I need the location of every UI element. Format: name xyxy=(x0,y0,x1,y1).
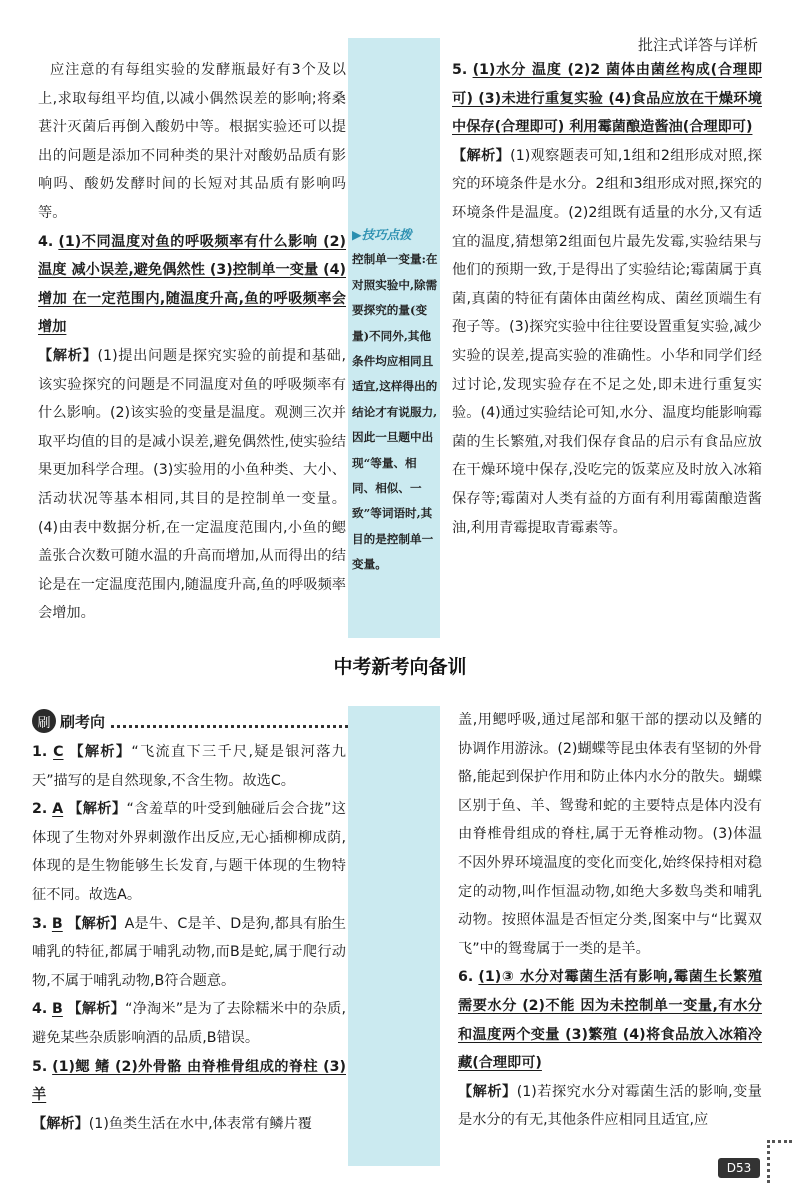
question-number: 2. xyxy=(32,801,48,818)
list-item xyxy=(32,795,346,909)
question-6 xyxy=(458,963,762,1077)
choice-answer: B xyxy=(51,1001,63,1018)
analysis-tag: 【解析】 xyxy=(67,1001,126,1018)
analysis-6 xyxy=(458,1078,762,1135)
list-item xyxy=(32,738,346,795)
analysis-text: “含羞草的叶受到触碰后会合拢”这体现了生物对外界刺激作出反应,无心插柳柳成荫,体现的是生物能够生长发育,与题干体现的生物特征不同。故选A。 xyxy=(32,801,346,903)
dotted-divider xyxy=(111,715,348,728)
shua-label: 刷考向 xyxy=(60,712,106,731)
analysis-tag: 【解析】 xyxy=(458,1083,517,1100)
question-number: 5. xyxy=(32,1058,48,1075)
question-number: 6. xyxy=(458,969,474,986)
question-number: 4. xyxy=(32,1001,48,1018)
question-number: 5. xyxy=(452,62,468,78)
page-number: D53 xyxy=(718,1158,760,1178)
section-title: 中考新考向备训 xyxy=(333,656,467,678)
answer-text: (1)鳃 鳍 (2)外骨骼 由脊椎骨组成的脊柱 (3)羊 xyxy=(32,1058,346,1104)
analysis-text: (1)提出问题是探究实验的前提和基础,该实验探究的问题是不同温度对鱼的呼吸频率有什么影响。(2)该实验的变量是温度。观测三次并取平均值的目的是减小误差,避免偶然性,使实验结果更加科学合理。(3)实验用的小鱼种类、大小、活动状况等基本相同,其目的是控制单一变量。(4)由表中数据分析,在一定温度范围内,小鱼的鳃盖张合次数可随水温的升高而增加,从而得出的结论是在一定温度范围内,随温度升高,鱼的呼吸频率会增加。 xyxy=(38,347,346,622)
analysis-text: (1)若探究水分对霉菌生活的影响,变量是水分的有无,其他条件应相同且适宜,应 xyxy=(458,1083,762,1129)
question-number: 4. xyxy=(38,233,54,250)
tip-title: ▶技巧点拨 xyxy=(352,227,412,242)
continuation-paragraph: 盖,用鳃呼吸,通过尾部和躯干部的摆动以及鳍的协调作用游泳。(2)蝴蝶等昆虫体表有坚韧的外骨骼,能起到保护作用和防止体内水分的散失。蝴蝶区别于鱼、羊、鸳鸯和蛇的主要特点是体内没有由脊椎骨组成的脊柱,属于无脊椎动物。(3)体温不因外界环境温度的变化而变化,始终保持相对稳定的动物,叫作恒温动物,如绝大多数鸟类和哺乳动物。按照体温是否恒定分类,图案中与“比翼双飞”中的鸳鸯属于一类的是羊。 xyxy=(458,712,762,957)
bottom-right-column xyxy=(458,706,762,1135)
continuation-paragraph: 应注意的有每组实验的发酵瓶最好有3个及以上,求取每组平均值,以减小偶然误差的影响;将桑葚汁灭菌后再倒入酸奶中等。根据实验还可以提出的问题是添加不同种类的果汁对酸奶品质有影响吗、酸奶发酵时间的长短对其品质有影响吗等。 xyxy=(38,62,346,221)
analysis-text: “飞流直下三千尺,疑是银河落九天”描写的是自然现象,不含生物。故选C。 xyxy=(32,744,346,789)
analysis-5b xyxy=(32,1110,346,1139)
question-number: 1. xyxy=(32,744,48,760)
shua-kaoxiang-header xyxy=(32,708,348,734)
answer-text: (1)不同温度对鱼的呼吸频率有什么影响 (2)温度 减小误差,避免偶然性 (3)控制单一变量 (4)增加 在一定范围内,随温度升高,鱼的呼吸频率会增加 xyxy=(38,233,347,336)
top-right-column xyxy=(452,56,762,542)
sidebar-band-bottom xyxy=(348,706,440,1166)
tip-box xyxy=(352,222,438,578)
corner-decoration xyxy=(767,1140,792,1183)
question-5b xyxy=(32,1053,346,1110)
pen-icon: 刷 xyxy=(32,709,56,733)
analysis-tag: 【解析】 xyxy=(67,915,125,932)
analysis-tag: 【解析】 xyxy=(38,347,98,364)
choice-answer: C xyxy=(53,744,64,760)
analysis-4 xyxy=(38,342,346,628)
top-left-column xyxy=(38,56,346,628)
analysis-5 xyxy=(452,142,762,542)
analysis-text: “净淘米”是为了去除糯米中的杂质,避免某些杂质影响酒的品质,B错误。 xyxy=(32,1001,347,1046)
bottom-left-column xyxy=(32,738,346,1138)
analysis-tag: 【解析】 xyxy=(32,1115,89,1132)
tip-text: 控制单一变量:在对照实验中,除需要探究的量(变量)不同外,其他条件均应相同且适宜,这样得出的结论才有说服力,因此一旦题中出现“等量、相同、相似、一致”等词语时,其目的是控制单一变量。 xyxy=(352,252,438,572)
analysis-tag: 【解析】 xyxy=(452,147,511,164)
answer-text: (1)水分 温度 (2)2 菌体由菌丝构成(合理即可) (3)未进行重复实验 (4)食品应放在干燥环境中保存(合理即可) 利用霉菌酿造酱油(合理即可) xyxy=(452,62,763,136)
analysis-text: (1)鱼类生活在水中,体表常有鳞片覆 xyxy=(88,1115,312,1132)
page-header-title: 批注式详答与详析 xyxy=(637,36,758,54)
analysis-tag: 【解析】 xyxy=(68,801,127,818)
question-5 xyxy=(452,56,762,142)
list-item xyxy=(32,910,346,996)
choice-answer: B xyxy=(51,915,63,932)
question-4 xyxy=(38,228,346,342)
answer-text: (1)③ 水分对霉菌生活有影响,霉菌生长繁殖需要水分 (2)不能 因为未控制单一变量,有水分和温度两个变量 (3)繁殖 (4)将食品放入冰箱冷藏(合理即可) xyxy=(458,969,763,1072)
question-number: 3. xyxy=(32,915,48,932)
list-item xyxy=(32,995,346,1052)
analysis-text: A是牛、C是羊、D是狗,都具有胎生哺乳的特征,都属于哺乳动物,而B是蛇,属于爬行动物,不属于哺乳动物,B符合题意。 xyxy=(32,915,346,989)
analysis-text: (1)观察题表可知,1组和2组形成对照,探究的环境条件是水分。2组和3组形成对照,探究的环境条件是温度。(2)2组既有适量的水分,又有适宜的温度,猜想第2组面包片最先发霉,实验结果与他们的预期一致,于是得出了实验结论;霉菌属于真菌,真菌的特征有菌体由菌丝构成、菌丝顶端生有孢子等。(3)探究实验中往往要设置重复实验,减少实验的误差,提高实验的准确性。小华和同学们经过讨论,发现实验存在不足之处,即未进行重复实验。(4)通过实验结论可知,水分、温度均能影响霉菌的生长繁殖,对我们保存食品的启示有食品应放在干燥环境中保存,没吃完的饭菜应及时放入冰箱保存等;霉菌对人类有益的方面有利用霉菌酿造酱油,利用青霉提取青霉素等。 xyxy=(452,147,762,536)
analysis-tag: 【解析】 xyxy=(69,744,132,760)
choice-answer: A xyxy=(52,801,64,818)
